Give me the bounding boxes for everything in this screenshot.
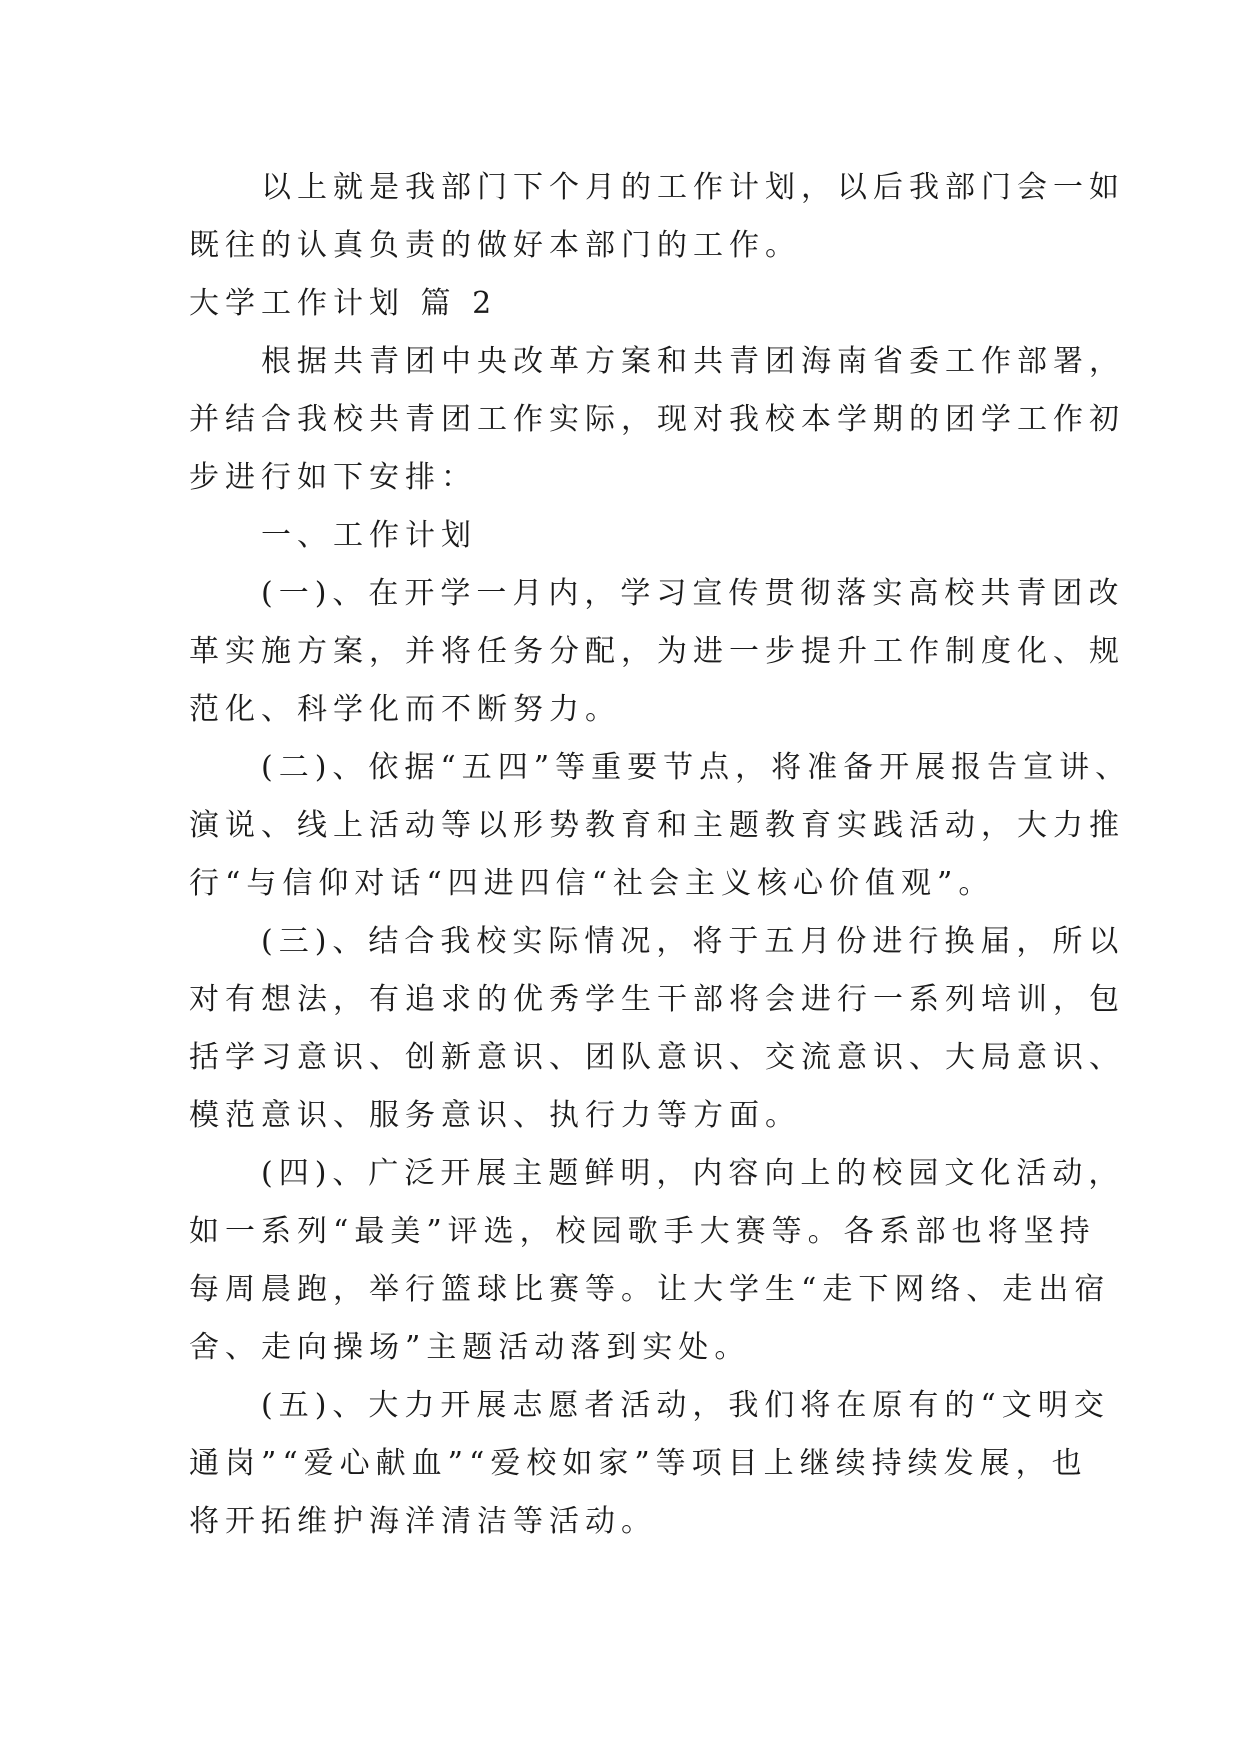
paragraph-line: (五)、大力开展志愿者活动，我们将在原有的“文明交 bbox=[261, 1388, 1110, 1423]
paragraph-line: 革实施方案，并将任务分配，为进一步提升工作制度化、规 bbox=[189, 634, 1125, 669]
paragraph-line: 范化、科学化而不断努力。 bbox=[189, 692, 621, 727]
paragraph-line: 对有想法，有追求的优秀学生干部将会进行一系列培训，包 bbox=[189, 982, 1125, 1017]
paragraph-line: 既往的认真负责的做好本部门的工作。 bbox=[189, 228, 801, 263]
paragraph-line: 通岗”“爱心献血”“爱校如家”等项目上继续持续发展，也 bbox=[189, 1446, 1088, 1481]
paragraph-line: (二)、依据“五四”等重要节点，将准备开展报告宣讲、 bbox=[261, 750, 1132, 785]
paragraph-line: 演说、线上活动等以形势教育和主题教育实践活动，大力推 bbox=[189, 808, 1125, 843]
paragraph-line: 行“与信仰对话“四进四信“社会主义核心价值观”。 bbox=[189, 866, 995, 901]
paragraph-line: (一)、在开学一月内，学习宣传贯彻落实高校共青团改 bbox=[261, 576, 1125, 611]
paragraph-line: (四)、广泛开展主题鲜明，内容向上的校园文化活动， bbox=[261, 1156, 1125, 1191]
section-heading: 大学工作计划 篇 2 bbox=[189, 286, 498, 321]
paragraph-line: 模范意识、服务意识、执行力等方面。 bbox=[189, 1098, 801, 1133]
paragraph-line: 根据共青团中央改革方案和共青团海南省委工作部署， bbox=[261, 344, 1125, 379]
paragraph-line: 括学习意识、创新意识、团队意识、交流意识、大局意识、 bbox=[189, 1040, 1125, 1075]
paragraph-line: 舍、走向操场”主题活动落到实处。 bbox=[189, 1330, 751, 1365]
paragraph-line: 以上就是我部门下个月的工作计划，以后我部门会一如 bbox=[261, 170, 1125, 205]
subsection-heading: 一、工作计划 bbox=[261, 518, 477, 553]
paragraph-line: (三)、结合我校实际情况，将于五月份进行换届，所以 bbox=[261, 924, 1125, 959]
paragraph-line: 将开拓维护海洋清洁等活动。 bbox=[189, 1504, 657, 1539]
paragraph-line: 如一系列“最美”评选，校园歌手大赛等。各系部也将坚持 bbox=[189, 1214, 1096, 1249]
paragraph-line: 每周晨跑，举行篮球比赛等。让大学生“走下网络、走出宿 bbox=[189, 1272, 1111, 1307]
paragraph-line: 并结合我校共青团工作实际，现对我校本学期的团学工作初 bbox=[189, 402, 1125, 437]
paragraph-line: 步进行如下安排： bbox=[189, 460, 477, 495]
